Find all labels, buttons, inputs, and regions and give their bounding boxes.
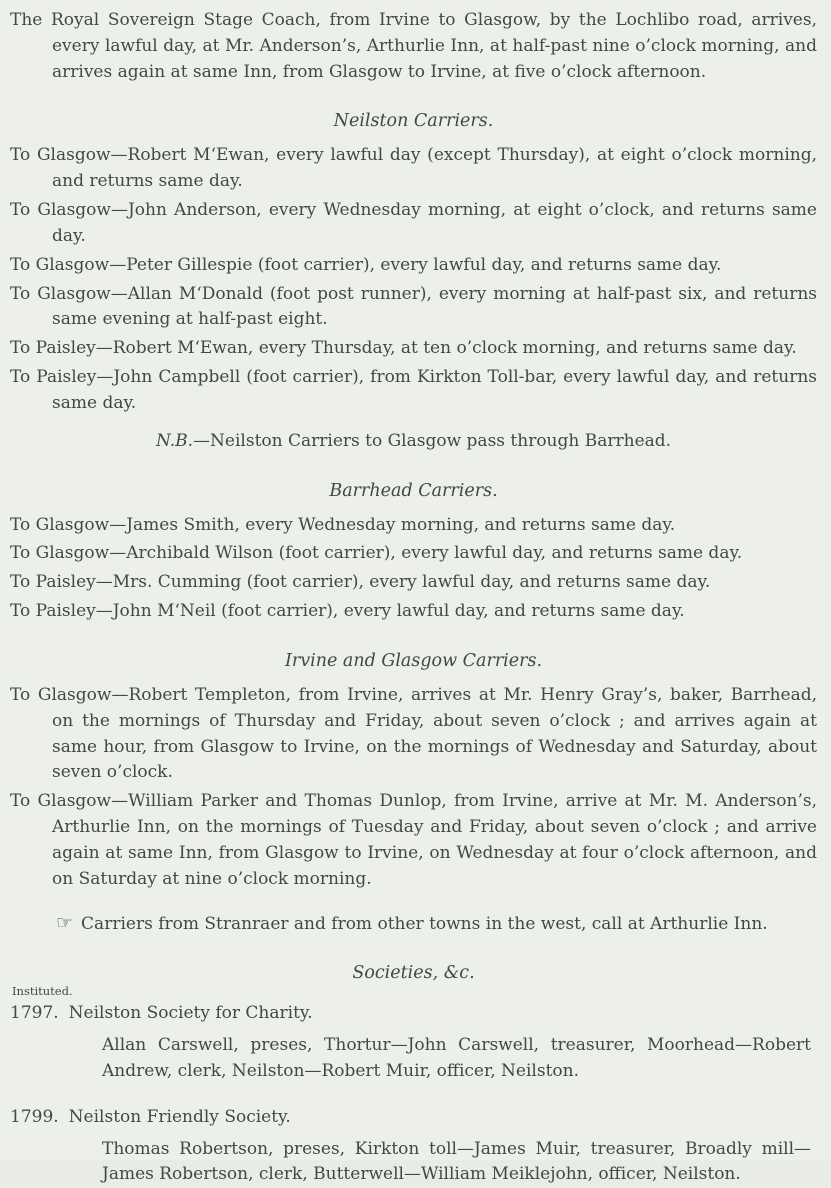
- section-heading-societies: Societies, &c.: [352, 963, 475, 984]
- manicule-icon: ☞: [56, 911, 74, 934]
- section-heading-neilston-carriers: Neilston Carriers.: [333, 111, 494, 132]
- nb-label: N.B.: [155, 430, 194, 451]
- instituted-label: Instituted.: [12, 984, 73, 999]
- stranraer-note-text: Carriers from Stranraer and from other towns in the west, call at Arthurlie Inn.: [81, 913, 768, 934]
- carrier-entry: To Glasgow—Archibald Wilson (foot carrier), every lawful day, and returns same day.: [10, 543, 743, 564]
- carrier-entry: To Paisley—John Campbell (foot carrier), from Kirkton Toll-bar, every lawful day, and returns same day.: [10, 367, 817, 413]
- carrier-entry: To Glasgow—James Smith, every Wednesday morning, and returns same day.: [10, 514, 676, 535]
- carrier-entry: To Glasgow—Peter Gillespie (foot carrier), every lawful day, and returns same day.: [10, 254, 722, 275]
- nb-text: —Neilston Carriers to Glasgow pass through Barrhead.: [193, 430, 672, 451]
- society-title-line: [10, 1105, 817, 1131]
- section-heading-irvine-glasgow-carriers: Irvine and Glasgow Carriers.: [284, 650, 543, 671]
- carrier-entry: To Glasgow—Robert Templeton, from Irvine, arrives at Mr. Henry Gray’s, baker, Barrhead, on the mornings of Thursday and Friday, about seven o’clock ; and arrives again at same hour, from Glasgow to Irvine, on the mornings of Wednesday and Saturday, about seven o’clock.: [10, 684, 817, 783]
- society-name: Neilston Friendly Society.: [68, 1106, 291, 1127]
- society-year: 1799.: [10, 1106, 59, 1127]
- society-title-line: [10, 1001, 817, 1027]
- stranraer-note: [56, 909, 817, 938]
- carrier-entry: To Paisley—John M‘Neil (foot carrier), every lawful day, and returns same day.: [10, 601, 685, 622]
- carrier-entry: To Paisley—Robert M‘Ewan, every Thursday, at ten o’clock morning, and returns same day.: [10, 338, 797, 359]
- carrier-entry: To Glasgow—William Parker and Thomas Dunlop, from Irvine, arrive at Mr. M. Anderson’s, Arthurlie Inn, on the mornings of Tuesday and Friday, about seven o’clock ; and arrive again at same Inn, from Glasgow to Irvine, on Wednesday at four o’clock afternoon, and on Saturday at nine o’clock morning.: [10, 791, 817, 889]
- carrier-entry: To Paisley—Mrs. Cumming (foot carrier), every lawful day, and returns same day.: [10, 572, 711, 593]
- carrier-entry: To Glasgow—Allan M‘Donald (foot post runner), every morning at half-past six, and returns same evening at half-past eight.: [10, 283, 817, 330]
- society-officers: Allan Carswell, preses, Thortur—John Carswell, treasurer, Moorhead—Robert Andrew, clerk, Neilston—Robert Muir, officer, Neilston.: [102, 1035, 811, 1081]
- society-name: Neilston Society for Charity.: [68, 1003, 313, 1024]
- carrier-entry: To Glasgow—John Anderson, every Wednesday morning, at eight o’clock, and returns same day.: [10, 200, 817, 246]
- society-officers: Thomas Robertson, preses, Kirkton toll—James Muir, treasurer, Broadly mill—James Robertson, clerk, Butterwell—William Meiklejohn, officer, Neilston.: [102, 1138, 811, 1185]
- nota-bene-line: [10, 429, 817, 455]
- society-year: 1797.: [10, 1003, 59, 1024]
- intro-paragraph: The Royal Sovereign Stage Coach, from Irvine to Glasgow, by the Lochlibo road, arrives, every lawful day, at Mr. Anderson’s, Arthurlie Inn, at half-past nine o’clock morning, and arrives again at same Inn, from Glasgow to Irvine, at five o’clock afternoon.: [10, 10, 817, 82]
- carrier-entry: To Glasgow—Robert M‘Ewan, every lawful day (except Thursday), at eight o’clock morning, and returns same day.: [10, 145, 817, 192]
- section-heading-barrhead-carriers: Barrhead Carriers.: [329, 480, 498, 501]
